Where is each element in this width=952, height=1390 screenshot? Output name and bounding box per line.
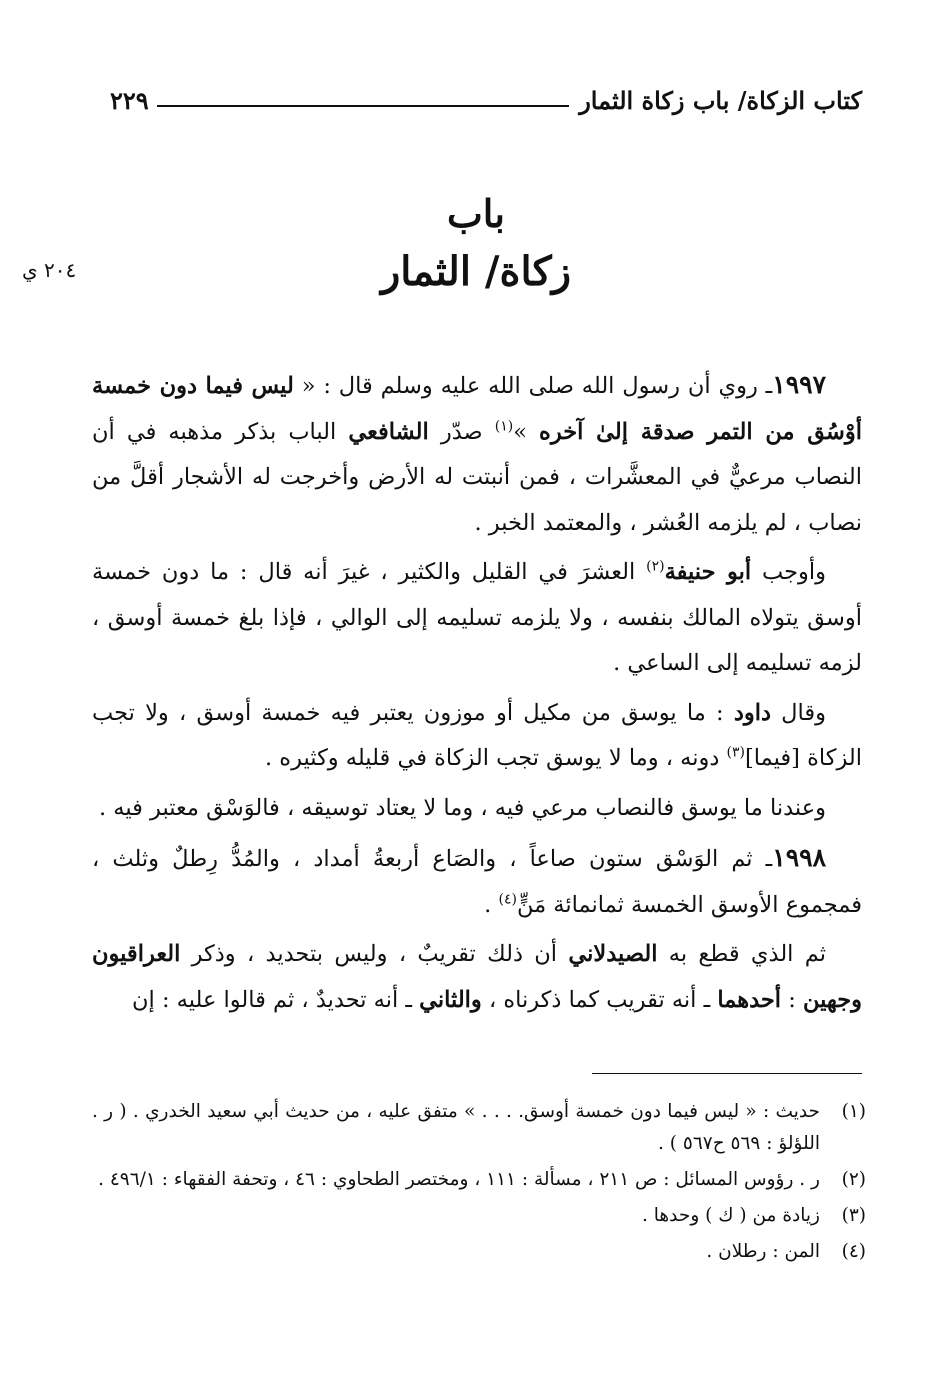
text-run: دونه ، وما لا يوسق تجب الزكاة في قليله وكثيره . xyxy=(264,745,727,771)
paragraph-1997 xyxy=(92,362,862,546)
text-run: ـ أنه تقريب كما ذكرناه ، xyxy=(481,986,718,1013)
footnote-mark: (١) xyxy=(841,1101,866,1122)
footnote-text: زيادة من ( ك ) وحدها . xyxy=(642,1205,820,1226)
chapter-heading xyxy=(0,186,952,302)
text-run: وأوجب xyxy=(751,559,827,585)
text-run: وقال xyxy=(770,699,827,726)
section-number: ١٩٩٧ xyxy=(772,370,826,399)
paragraph-dawud xyxy=(92,691,862,782)
text-run: . xyxy=(484,891,499,918)
footnote-ref-3[interactable]: (٣) xyxy=(726,744,745,761)
footnote-mark: (٣) xyxy=(841,1205,866,1226)
text-run: ـ أنه تحديدٌ ، ثم قالوا عليه : إن xyxy=(132,986,420,1013)
footnote-ref-4[interactable]: (٤) xyxy=(498,891,517,907)
bold-name: أبو حنيفة xyxy=(664,559,752,585)
text-run: : xyxy=(781,986,803,1013)
bold-name: الصيدلاني xyxy=(568,941,658,967)
text-run: ثم الذي قطع به xyxy=(657,941,826,967)
footnotes xyxy=(92,1096,866,1272)
hadith-quote: ليس فيما دون خمسة أوْسُق من التمر صدقة إلىٰ آخره xyxy=(92,373,862,445)
footnote-text: حديث : « ليس فيما دون خمسة أوسق. . . . » متفق عليه ، من حديث أبي سعيد الخدري . ( ر . اللؤلؤ : ٥٦٩ ح٥٦٧ ) . xyxy=(92,1101,820,1154)
body-text xyxy=(92,362,862,1027)
paragraph-1998 xyxy=(92,835,862,928)
text-run: وعندنا ما يوسق فالنصاب مرعي فيه ، وما لا يعتاد توسيقه ، فالوَسْق معتبر فيه . xyxy=(98,794,826,821)
footnote-1 xyxy=(92,1096,866,1160)
chapter-heading-line1: باب xyxy=(447,191,505,236)
bold-name: داود xyxy=(733,699,771,726)
footnote-4 xyxy=(92,1236,866,1268)
bold-term: والثاني xyxy=(419,986,482,1013)
running-header-rule xyxy=(157,105,570,107)
footnote-3 xyxy=(92,1200,866,1232)
footnote-mark: (٤) xyxy=(841,1241,866,1262)
bold-term: أحدهما xyxy=(717,986,782,1013)
bold-name: العراقيون وجهين xyxy=(92,941,862,1013)
chapter-heading-line2: زكاة/ الثمار xyxy=(380,248,572,295)
text-run: صدّر xyxy=(428,418,495,445)
bold-name: الشافعي xyxy=(348,418,429,445)
running-header xyxy=(110,80,862,120)
text-run: » xyxy=(513,418,540,445)
text-run: العشرَ في القليل والكثير ، غيرَ أنه قال : ما دون خمسة أوسق يتولاه المالك بنفسه ، ولا يلزمه تسليمه إلى الوالي ، فإذا بلغ خمسة أوسق ، لزمه تسليمه إلى الساعي . xyxy=(92,559,862,676)
page-number: ٢٢٩ xyxy=(110,85,149,115)
footnote-2 xyxy=(92,1164,866,1196)
footnote-separator xyxy=(592,1073,862,1074)
section-number: ١٩٩٨ xyxy=(772,843,826,872)
footnote-ref-2[interactable]: (٢) xyxy=(646,558,665,575)
paragraph-abu-hanifa xyxy=(92,550,862,687)
running-header-title: كتاب الزكاة/ باب زكاة الثمار xyxy=(579,85,862,115)
text-run: أن ذلك تقريبٌ ، وليس بتحديد ، وذكر xyxy=(180,941,569,967)
text-run: ـ ثم الوَسْق ستون صاعاً ، والصَاع أربعةُ أمداد ، والمُدُّ رِطلٌ وثلث ، فمجموع الأوسق الخمسة ثمانمائة مَنٍّ xyxy=(92,846,862,918)
footnote-text: المن : رطلان . xyxy=(706,1241,820,1262)
footnote-ref-1[interactable]: (١) xyxy=(494,418,514,434)
paragraph-our-view xyxy=(92,786,862,832)
manuscript-margin-reference: ٢٠٤ ي xyxy=(22,258,77,282)
text-run: : ما يوسق من مكيل أو موزون يعتبر فيه خمسة أوسق ، ولا تجب الزكاة [فيما] xyxy=(92,699,862,771)
footnote-text: ر . رؤوس المسائل : ص ٢١١ ، مسألة : ١١١ ، ومختصر الطحاوي : ٤٦ ، وتحفة الفقهاء : ٤٩٦/١ . xyxy=(98,1169,820,1190)
text-run: ـ روي أن رسول الله صلى الله عليه وسلم قال : « xyxy=(293,373,773,399)
footnote-mark: (٢) xyxy=(841,1169,866,1190)
paragraph-saydalani xyxy=(92,932,862,1023)
text-run: الباب بذكر مذهبه في أن النصاب مرعيٌّ في المعشَّرات ، فمن أنبتت له الأرض وأخرجت له الأشجار أقلَّ من نصاب ، لم يلزمه العُشر ، والمعتمد الخبر . xyxy=(92,418,862,536)
